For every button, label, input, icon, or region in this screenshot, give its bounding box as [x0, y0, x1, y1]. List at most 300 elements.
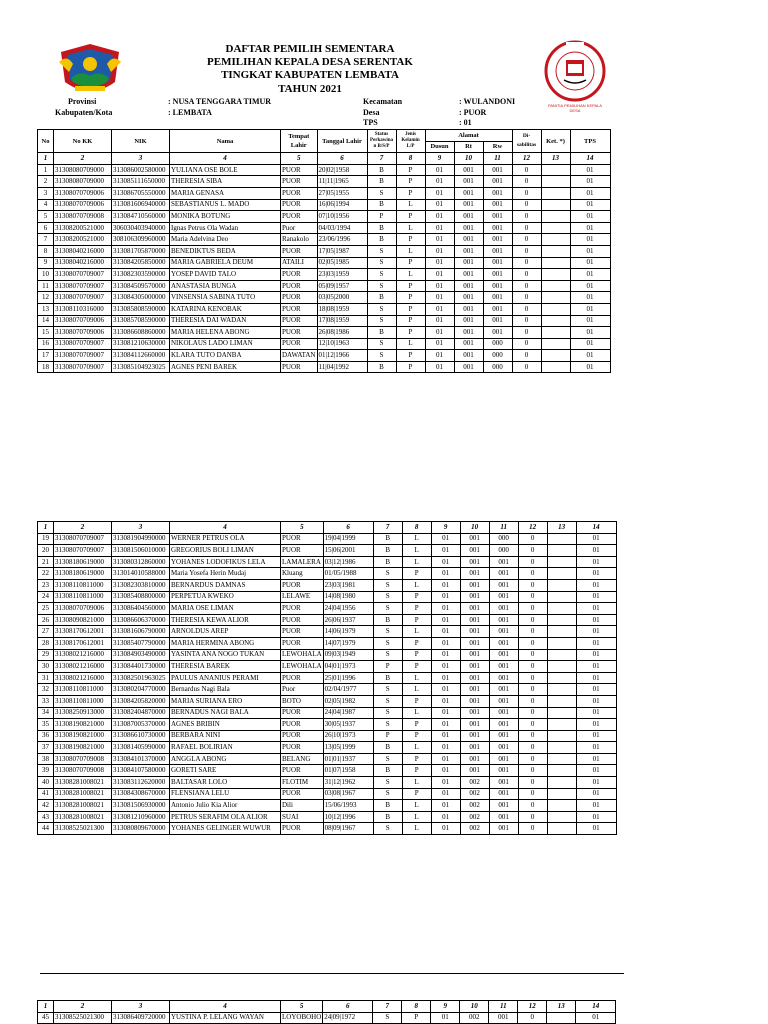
table-cell: P [396, 211, 425, 223]
table-cell: 01 [570, 176, 610, 188]
table-cell: 10|12|1996 [323, 811, 373, 823]
logo-right-text: PANITIA PEMILIHAN KEPALA DESA [547, 103, 603, 113]
lembata-crest-logo [57, 42, 123, 100]
table-cell: 001 [454, 303, 483, 315]
table-cell: 26|08|1986 [317, 327, 367, 339]
table-cell: 01 [425, 234, 454, 246]
table-cell: 001 [460, 614, 489, 626]
col-header-no-kk: No KK [54, 130, 112, 153]
table-cell: 5 [38, 211, 54, 223]
column-number-cell: 10 [460, 522, 489, 534]
table-cell: P [396, 164, 425, 176]
table-cell: 31308070709007 [54, 361, 112, 373]
table-cell: 31308110811000 [54, 579, 112, 591]
table-cell: 31308170612001 [54, 626, 112, 638]
table-cell: S [373, 591, 402, 603]
table-cell: 27|05|1955 [317, 187, 367, 199]
table-cell: 01 [425, 222, 454, 234]
table-cell: 11|11|1965 [317, 176, 367, 188]
table-cell: 29 [38, 649, 54, 661]
table-cell: S [373, 568, 402, 580]
table-cell: 22 [38, 568, 54, 580]
table-cell: 3 [38, 187, 54, 199]
table-cell [541, 303, 570, 315]
table-cell [541, 211, 570, 223]
column-number-cell: 1 [38, 153, 54, 165]
table-cell [541, 338, 570, 350]
table-cell: 001 [454, 338, 483, 350]
table-row [38, 533, 617, 545]
table-cell: BENEDIKTUS BEDA [170, 245, 281, 257]
table-cell: 313080809670000 [112, 823, 170, 835]
table-cell: 24|04|1956 [323, 603, 373, 615]
table-cell: PUOR [281, 199, 318, 211]
column-number-cell: 2 [54, 153, 112, 165]
table-cell [547, 730, 576, 742]
kecamatan-value: : WULANDONI [459, 97, 516, 106]
table-cell: Maria Yosefa Herin Mudaj [170, 568, 281, 580]
table-cell: 0 [518, 579, 547, 591]
table-cell: 31308070709007 [54, 269, 112, 281]
table-row [38, 626, 617, 638]
table-cell: 31308200521000 [54, 234, 112, 246]
document-title-3: TINGKAT KABUPATEN LEMBATA [221, 69, 399, 81]
table-row [38, 614, 617, 626]
table-cell: 001 [454, 245, 483, 257]
table-cell: 313081904990000 [112, 533, 170, 545]
table-cell: S [367, 245, 396, 257]
table-cell: 001 [460, 637, 489, 649]
table-cell: 26 [38, 614, 54, 626]
table-cell: THERESIA SIBA [170, 176, 281, 188]
col-header-nik: NIK [112, 130, 170, 153]
table-cell: 01 [431, 695, 460, 707]
table-cell: 17 [38, 350, 54, 362]
table-cell: B [373, 811, 402, 823]
table-cell: Maria Adelvina Deo [170, 234, 281, 246]
table-cell: 313081405990000 [112, 742, 170, 754]
table-cell: NIKOLAUS LADO LIMAN [170, 338, 281, 350]
col-header-dusun: Dusun [425, 141, 454, 153]
column-number-cell: 14 [576, 1001, 616, 1013]
table-cell: 31308110811000 [54, 684, 112, 696]
table-cell: 001 [483, 176, 512, 188]
table-cell: P [402, 765, 431, 777]
table-cell: Puor [281, 222, 318, 234]
table-cell: PUOR [281, 614, 324, 626]
table-cell: 02/04/1977 [323, 684, 373, 696]
table-cell: PUOR [281, 327, 318, 339]
table-cell: S [367, 187, 396, 199]
table-row [38, 211, 611, 223]
table-cell: 37 [38, 742, 54, 754]
table-cell: P [373, 730, 402, 742]
column-number-cell: 14 [570, 153, 610, 165]
table-cell: 01 [576, 637, 616, 649]
table-cell: VINSENSIA SABINA TUTO [170, 292, 281, 304]
table-cell: 313081506930000 [112, 800, 170, 812]
table-cell: 0 [518, 556, 547, 568]
table-cell [547, 661, 576, 673]
kabupaten-label: Kabupaten/Kota [55, 108, 113, 117]
table-cell: 313084710560000 [112, 211, 170, 223]
table-cell: 2 [38, 176, 54, 188]
table-cell: 0 [512, 187, 541, 199]
table-cell: 0 [518, 788, 547, 800]
table-cell: 36 [38, 730, 54, 742]
table-cell: 001 [460, 753, 489, 765]
table-cell: B [367, 176, 396, 188]
table-cell: 16|06|1994 [317, 199, 367, 211]
table-cell: 313080204770000 [112, 684, 170, 696]
table-cell: B [367, 327, 396, 339]
table-cell [547, 719, 576, 731]
table-cell: 0 [518, 1012, 547, 1024]
column-number-cell: 7 [367, 153, 396, 165]
table-cell [547, 742, 576, 754]
table-cell: L [402, 626, 431, 638]
table-cell: 001 [489, 1012, 518, 1024]
table-cell: YOHANES GELINGER WUWUR [170, 823, 281, 835]
table-cell: 313082303590000 [112, 269, 170, 281]
table-cell: 01 [431, 614, 460, 626]
table-cell: 01 [425, 338, 454, 350]
table-cell: 23|03|1959 [317, 269, 367, 281]
table-cell [547, 672, 576, 684]
table-cell [547, 788, 576, 800]
table-cell: 001 [483, 315, 512, 327]
table-cell: 001 [454, 199, 483, 211]
table-cell: 01|12|1966 [317, 350, 367, 362]
table-cell: S [373, 823, 402, 835]
table-cell: 01/05/1988 [323, 568, 373, 580]
table-cell: 002 [460, 811, 489, 823]
table-cell: 001 [489, 800, 518, 812]
table-cell: DAWATAN [281, 350, 318, 362]
table-cell: MARIA HERMINA ABONG [170, 637, 281, 649]
table-cell [541, 245, 570, 257]
table-cell: 01 [576, 591, 616, 603]
table-cell: PUOR [281, 626, 324, 638]
table-cell [547, 753, 576, 765]
table-cell: 31308200521000 [54, 222, 112, 234]
table-cell: 01 [425, 327, 454, 339]
table-cell: 0 [512, 257, 541, 269]
table-cell: P [396, 257, 425, 269]
table-cell: 0 [518, 661, 547, 673]
table-row [38, 579, 617, 591]
table-cell: P [402, 591, 431, 603]
column-number-cell: 5 [281, 522, 324, 534]
table-cell [547, 800, 576, 812]
table-cell: PETRUS SERAFIM OLA ALIOR [170, 811, 281, 823]
table-cell: 27 [38, 626, 54, 638]
table-cell: 31308080709000 [54, 164, 112, 176]
table-cell: 31308190821000 [54, 719, 112, 731]
table-cell: 01 [425, 315, 454, 327]
table-cell: 01|07|1958 [323, 765, 373, 777]
table-cell: 01 [431, 533, 460, 545]
table-cell: S [367, 303, 396, 315]
column-number-cell: 12 [518, 522, 547, 534]
table-cell [541, 327, 570, 339]
table-cell: S [373, 707, 402, 719]
table-cell: L [402, 579, 431, 591]
table-cell: 25|01|1996 [323, 672, 373, 684]
table-cell: 001 [454, 164, 483, 176]
table-cell: PUOR [281, 719, 324, 731]
table-cell: GREGORIUS BOLI LIMAN [170, 545, 281, 557]
table-cell: S [373, 637, 402, 649]
table-cell: 26|06|1937 [323, 614, 373, 626]
table-cell: 001 [489, 672, 518, 684]
table-cell: P [402, 603, 431, 615]
table-row [38, 1012, 616, 1024]
table-cell: 000 [483, 338, 512, 350]
table-cell: 001 [460, 568, 489, 580]
table-cell: 0 [518, 637, 547, 649]
table-cell: 31308281008021 [54, 800, 112, 812]
table-cell: 313086610730000 [112, 730, 170, 742]
table-cell: 001 [489, 811, 518, 823]
table-cell: 01 [425, 187, 454, 199]
table-cell: 15 [38, 327, 54, 339]
table-cell: 0 [518, 603, 547, 615]
table-cell: 313085808590000 [112, 303, 170, 315]
table-cell: 31308021216000 [54, 649, 112, 661]
table-row [38, 222, 611, 234]
table-cell: S [373, 1012, 402, 1024]
table-cell: B [373, 556, 402, 568]
column-number-cell: 5 [281, 1001, 323, 1013]
table-row [38, 765, 617, 777]
table-cell: 24|04|1987 [323, 707, 373, 719]
table-cell: 1 [38, 164, 54, 176]
table-cell: L [402, 556, 431, 568]
table-cell [547, 1012, 576, 1024]
desa-value: : PUOR [459, 108, 487, 117]
table-cell: 01 [576, 649, 616, 661]
table-cell: PUOR [281, 303, 318, 315]
table-cell: 14 [38, 315, 54, 327]
table-cell [547, 684, 576, 696]
table-row [38, 672, 617, 684]
table-cell: 21 [38, 556, 54, 568]
table-cell: 313085708590000 [112, 315, 170, 327]
table-cell: 31308070709006 [54, 187, 112, 199]
table-cell: 01 [576, 707, 616, 719]
table-cell: 01 [570, 350, 610, 362]
table-cell: MARIA HELENA ABONG [170, 327, 281, 339]
table-cell: MARIA OSE LIMAN [170, 603, 281, 615]
table-cell: 01 [425, 199, 454, 211]
table-cell: Puor [281, 684, 324, 696]
table-cell [541, 187, 570, 199]
table-cell: ANGGLA ABONG [170, 753, 281, 765]
table-cell: 01 [431, 1012, 460, 1024]
table-cell: 9 [38, 257, 54, 269]
column-number-cell: 13 [547, 1001, 576, 1013]
table-cell: 31308170612001 [54, 637, 112, 649]
table-cell: 8 [38, 245, 54, 257]
kecamatan-label: Kecamatan [363, 97, 403, 106]
table-cell: 31308250913000 [54, 707, 112, 719]
table-cell [541, 222, 570, 234]
table-cell: KATARINA KENOBAK [170, 303, 281, 315]
table-cell: FLENSIANA LELU [170, 788, 281, 800]
table-cell: 12|10|1963 [317, 338, 367, 350]
table-cell: SEBASTIANUS L. MADO [170, 199, 281, 211]
table-cell: PUOR [281, 545, 324, 557]
table-cell: PUOR [281, 292, 318, 304]
table-row [38, 187, 611, 199]
table-cell: 001 [489, 614, 518, 626]
table-cell [547, 823, 576, 835]
table-cell: 01 [576, 684, 616, 696]
table-cell: L [396, 245, 425, 257]
table-cell: 0 [518, 811, 547, 823]
table-cell: 001 [489, 649, 518, 661]
table-cell [547, 811, 576, 823]
table-cell: 001 [483, 303, 512, 315]
table-row [38, 338, 611, 350]
table-cell: S [373, 695, 402, 707]
table-cell: 001 [483, 199, 512, 211]
table-cell: BERNADUS NAGI BALA [170, 707, 281, 719]
table-cell: 01 [431, 626, 460, 638]
table-cell: 01 [576, 1012, 616, 1024]
table-cell: 0 [518, 800, 547, 812]
table-cell: 35 [38, 719, 54, 731]
table-cell: 001 [454, 187, 483, 199]
table-cell: PUOR [281, 280, 318, 292]
table-row [38, 684, 617, 696]
table-cell [547, 533, 576, 545]
table-cell: S [373, 626, 402, 638]
document-title-2: PEMILIHAN KEPALA DESA SERENTAK [207, 56, 413, 68]
table-cell: 31308040216000 [54, 257, 112, 269]
table-cell: 24|09|1972 [323, 1012, 373, 1024]
table-cell: 01 [576, 579, 616, 591]
table-cell: 001 [483, 292, 512, 304]
table-cell: BERBARA NINI [170, 730, 281, 742]
table-cell: 313081606940000 [112, 199, 170, 211]
table-cell [541, 361, 570, 373]
col-header-no: No [38, 130, 54, 153]
table-cell: AGNES BRIBIN [170, 719, 281, 731]
table-cell: YOSEP DAVID TALO [170, 269, 281, 281]
table-row [38, 800, 617, 812]
tps-label: TPS [363, 118, 378, 127]
table-cell: 01 [570, 211, 610, 223]
table-cell [547, 765, 576, 777]
column-number-cell: 2 [54, 1001, 112, 1013]
table-cell: MARIA GENASA [170, 187, 281, 199]
table-cell: 04|01|1973 [323, 661, 373, 673]
table-cell: 01 [425, 164, 454, 176]
table-cell: 01 [576, 661, 616, 673]
table-cell: 001 [489, 707, 518, 719]
table-cell: 001 [454, 257, 483, 269]
table-cell: 313085407790000 [112, 637, 170, 649]
table-cell: 001 [489, 661, 518, 673]
table-cell [541, 280, 570, 292]
table-cell: 0 [512, 303, 541, 315]
column-number-cell: 5 [281, 153, 318, 165]
table-cell: 001 [489, 591, 518, 603]
column-number-cell: 14 [576, 522, 616, 534]
table-cell: 13 [38, 303, 54, 315]
table-cell: LOYOBOHO [281, 1012, 323, 1024]
table-cell: RAFAEL BOLIRIAN [170, 742, 281, 754]
table-cell: S [373, 684, 402, 696]
table-cell: BELANG [281, 753, 324, 765]
table-cell: B [373, 545, 402, 557]
table-row [38, 303, 611, 315]
table-cell [541, 350, 570, 362]
table-cell: 31308040216000 [54, 245, 112, 257]
table-cell: 0 [518, 626, 547, 638]
table-cell: 001 [489, 637, 518, 649]
table-cell: 001 [460, 545, 489, 557]
table-cell: 41 [38, 788, 54, 800]
table-cell: YASINTA ANA NOGO TUKAN [170, 649, 281, 661]
table-cell: P [402, 637, 431, 649]
table-cell: 313080312860000 [112, 556, 170, 568]
table-cell: LEWOHALA [281, 649, 324, 661]
table-cell: 01 [576, 695, 616, 707]
table-cell: 01|01|1937 [323, 753, 373, 765]
table-cell: P [396, 176, 425, 188]
table-cell: PUOR [281, 823, 324, 835]
voter-table-page-2 [37, 521, 617, 835]
table-cell: S [373, 579, 402, 591]
table-cell: 31308110811000 [54, 695, 112, 707]
table-cell: 001 [460, 672, 489, 684]
table-cell: 001 [460, 707, 489, 719]
table-cell: 01 [431, 765, 460, 777]
table-cell: 01 [425, 292, 454, 304]
table-cell: L [402, 672, 431, 684]
table-row [38, 361, 611, 373]
table-cell: 14|07|1979 [323, 637, 373, 649]
table-cell: 0 [518, 765, 547, 777]
column-number-cell: 6 [323, 1001, 373, 1013]
document-title-4: TAHUN 2021 [278, 83, 342, 95]
table-cell: 001 [454, 222, 483, 234]
table-cell: 31308070709006 [54, 327, 112, 339]
table-cell: AGNES PENI BAREK [170, 361, 281, 373]
table-cell: 313086606370000 [112, 614, 170, 626]
column-number-cell: 7 [373, 1001, 402, 1013]
table-cell: S [367, 315, 396, 327]
table-cell: 20|02|1958 [317, 164, 367, 176]
table-cell: P [402, 753, 431, 765]
table-cell: 01 [431, 591, 460, 603]
column-number-cell: 9 [431, 1001, 460, 1013]
table-cell: B [373, 742, 402, 754]
table-cell: 16 [38, 338, 54, 350]
table-cell: P [396, 315, 425, 327]
table-cell: 0 [512, 211, 541, 223]
table-cell: 01 [431, 684, 460, 696]
table-cell: 02|05|1982 [323, 695, 373, 707]
column-number-cell: 9 [431, 522, 460, 534]
table-cell: 31308525021300 [54, 823, 112, 835]
table-cell: 01 [576, 545, 616, 557]
table-cell: 313084112660000 [112, 350, 170, 362]
table-cell: 0 [518, 614, 547, 626]
